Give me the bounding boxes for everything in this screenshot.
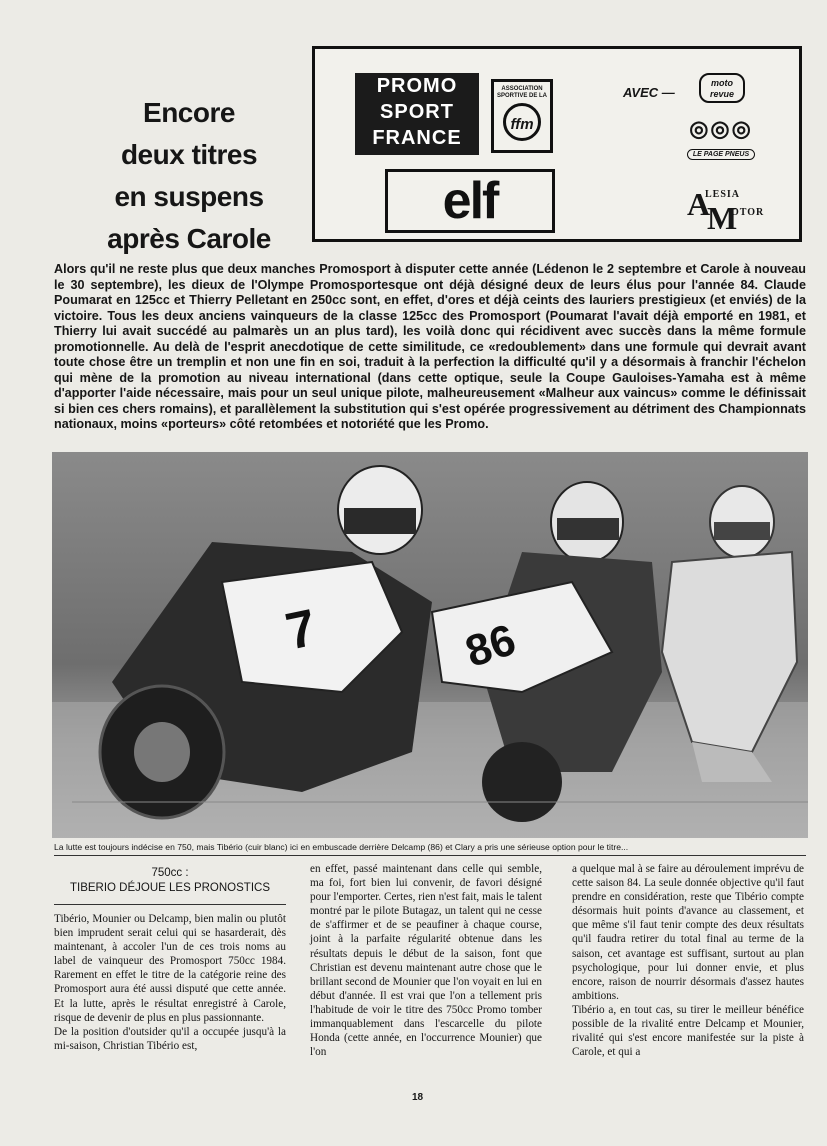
sponsor-logo-box [312, 46, 802, 242]
race-photo-illustration [52, 452, 808, 838]
title-line: après Carole [107, 223, 271, 254]
body-column-1 [54, 912, 286, 1053]
promosport-france-logo: PROMO SPORT FRANCE [355, 73, 479, 155]
motor-m-glyph: M [707, 200, 738, 236]
intro-paragraph: Alors qu'il ne reste plus que deux manches Promosport à disputer cette année (Lédenon le 2 septembre et Carole à nouveau le 30 septembre), les dieux de l'Olympe Promosportesque ont déjà désigné deux de leurs élus pour l'année 84. Claude Poumarat en 125cc et Thierry Pelletant en 250cc sont, en effet, d'ores et déjà ceints des lauriers prestigieux (et enviés) de la victoire. Tous les deux anciens vainqueurs de la classe 125cc des Promosport (Poumarat l'avait déjà emporté en 1981, et Thierry lui avait succédé au palmarès un an plus tard), les voilà donc qui récidivent avec succès dans la même formule promotionnelle. Au delà de l'esprit anecdotique de cette similitude, ce «redoublement» dans une formule qui devrait avant toute chose être un tremplin et non une fin en soi, traduit à la perfection la difficulté qu'il y a désormais à franchir l'échelon qui mène de la promotion au niveau international (dans cette optique, seule la Coupe Gauloises-Yamaha est à même d'apporter l'aide nécessaire, mais pour un seul unique pilote, malheureusement «Malheur aux vaincus» comme le définissait si bien ces chers romains), et parallèlement la substitution qui s'est opérée progressivement au détriment des Championnats nationaux, moins «porteurs» côté retombées et notoriété que les Promo. [54, 262, 806, 431]
paragraph: Tibério, Mounier ou Delcamp, bien malin ou plutôt bien imprudent serait celui qui se hasarderait, dès maintenant, à accoler l'un de ces trois noms au label de vainqueur des Promosport 750cc 1984. Rarement en effet le titre de la catégorie reine des Promosport aura été aussi disputé que cette année. Et la lutte, après le résultat enregistré à Carole, risque de devenir de plus en plus passionnante. [54, 913, 286, 1024]
ffm-logo: ASSOCIATION SPORTIVE DE LA ffm [491, 79, 553, 153]
title-line: en suspens [114, 181, 264, 212]
subhead-line: TIBERIO DÉJOUE LES PRONOSTICS [69, 882, 270, 894]
body-column-2 [310, 862, 542, 1059]
paragraph: a quelque mal à se faire au déroulement imprévu de cette saison 84. La seule donnée objective qu'il faut prendre en considération, reste que Tibério compte désormais huit points d'avance au classement, et que même s'il faut tenir compte des deux résultats qu'il faudra retirer du total final au terme de la saison, cet avantage est suffisant, surtout au plan psychologique, pour lui donner envie, et plus encore, raison de nourrir désormais d'assez hautes ambitions. [572, 863, 804, 1002]
section-subhead [54, 866, 286, 896]
title-line: deux titres [120, 139, 258, 170]
article-title [78, 92, 300, 260]
bike-86-number: 86 [459, 615, 522, 677]
subhead-divider [54, 904, 286, 905]
alesia-a-glyph: A [687, 186, 711, 222]
photo-caption: La lutte est toujours indécise en 750, mais Tibério (cuir blanc) ici en embuscade derrière Delcamp (86) et Clary a pris une sérieuse option pour le titre... [54, 842, 806, 856]
body-column-3 [572, 862, 804, 1059]
tyre-icon: ◎◎◎ [689, 116, 753, 141]
alesia-motor-logo: A M LESIA OTOR [687, 186, 765, 236]
avec-label: AVEC — [623, 85, 675, 100]
le-page-pneus-logo: ◎◎◎ LE PAGE PNEUS [679, 115, 763, 163]
subhead-line: 750cc : [151, 867, 189, 879]
race-photo [52, 452, 808, 838]
ffm-emblem: ffm [503, 103, 541, 141]
paragraph: Tibério a, en tout cas, su tirer le meilleur bénéfice possible de la rivalité entre Delcamp et Mounier, rivalité qui s'est encore manifestée sur la piste à Carole, et qui a [572, 1003, 804, 1059]
elf-logo: elf [385, 169, 555, 233]
title-line: Encore [143, 97, 235, 128]
bike-7-number: 7 [280, 598, 322, 662]
moto-revue-logo: moto revue [699, 73, 745, 103]
paragraph: en effet, passé maintenant dans celle qui semble, ma foi, fort bien lui convenir, de favori désigné pour l'emporter. Certes, rien n'est fait, mais le talent montré par le pilote Butagaz, un talent qui ne cesse de s'affirmer et de se peaufiner à chaque course, joint à la parfaite régularité obtenue dans les résultats depuis le début de la saison, font que Christian est devenu maintenant autre chose que le brillant second de Mounier que l'on voyait en lui en début d'année. Il est vrai que l'on a tellement pris l'habitude de voir le titre des 750cc Promo tomber immanquablement dans l'escarcelle du pilote Honda (cette année, en l'occurrence Mounier) que l'on [310, 863, 542, 1059]
page-number: 18 [412, 1092, 424, 1103]
paragraph: De la position d'outsider qu'il a occupée jusqu'à la mi-saison, Christian Tibério est, [54, 1025, 286, 1052]
